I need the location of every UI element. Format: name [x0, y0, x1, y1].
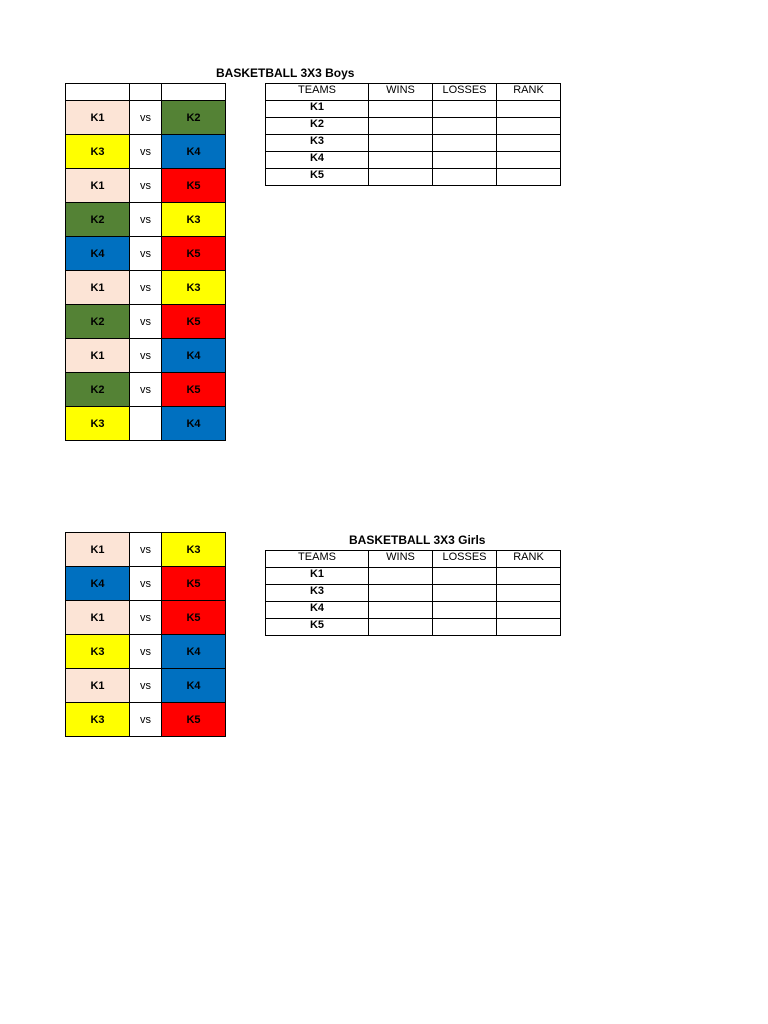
rank-cell: [497, 568, 561, 585]
home-team: K4: [66, 237, 130, 271]
away-team: K5: [162, 373, 226, 407]
away-team: K2: [162, 101, 226, 135]
boys-title: BASKETBALL 3X3 Boys: [216, 66, 355, 80]
away-team: K5: [162, 169, 226, 203]
home-team: K4: [66, 567, 130, 601]
wins-cell: [369, 152, 433, 169]
wins-cell: [369, 619, 433, 636]
losses-cell: [433, 619, 497, 636]
home-team: K1: [66, 533, 130, 567]
wins-cell: [369, 585, 433, 602]
girls-title: BASKETBALL 3X3 Girls: [349, 533, 486, 547]
teams-header: TEAMS: [266, 84, 369, 101]
match-row: [66, 373, 226, 407]
match-row: [66, 305, 226, 339]
home-team: K2: [66, 373, 130, 407]
vs-separator: vs: [130, 373, 162, 407]
home-team: K3: [66, 635, 130, 669]
team-name: K1: [266, 101, 369, 118]
home-team: K3: [66, 135, 130, 169]
home-team: K1: [66, 271, 130, 305]
home-team: K3: [66, 703, 130, 737]
wins-cell: [369, 602, 433, 619]
vs-separator: [130, 407, 162, 441]
home-team: K1: [66, 339, 130, 373]
schedule-header-row: [66, 84, 226, 101]
match-row: [66, 533, 226, 567]
vs-separator: vs: [130, 601, 162, 635]
losses-cell: [433, 568, 497, 585]
vs-separator: vs: [130, 703, 162, 737]
standings-header-row: [266, 84, 561, 101]
home-team: K2: [66, 305, 130, 339]
vs-separator: vs: [130, 135, 162, 169]
match-row: [66, 271, 226, 305]
away-team: K5: [162, 305, 226, 339]
team-name: K5: [266, 169, 369, 186]
wins-cell: [369, 118, 433, 135]
losses-cell: [433, 169, 497, 186]
match-row: [66, 601, 226, 635]
away-team: K4: [162, 669, 226, 703]
wins-cell: [369, 169, 433, 186]
wins-cell: [369, 101, 433, 118]
standings-row: [266, 169, 561, 186]
match-row: [66, 237, 226, 271]
vs-separator: vs: [130, 533, 162, 567]
away-team: K3: [162, 533, 226, 567]
vs-separator: vs: [130, 237, 162, 271]
team-name: K2: [266, 118, 369, 135]
home-team: K2: [66, 203, 130, 237]
team-name: K4: [266, 152, 369, 169]
girls-schedule: [65, 532, 226, 737]
vs-separator: vs: [130, 567, 162, 601]
match-row: [66, 669, 226, 703]
away-team: K4: [162, 339, 226, 373]
rank-header: RANK: [497, 551, 561, 568]
standings-row: [266, 568, 561, 585]
boys-standings: [265, 83, 561, 186]
losses-cell: [433, 152, 497, 169]
losses-cell: [433, 602, 497, 619]
vs-separator: vs: [130, 101, 162, 135]
rank-cell: [497, 101, 561, 118]
home-team: K1: [66, 101, 130, 135]
match-row: [66, 203, 226, 237]
rank-cell: [497, 602, 561, 619]
wins-cell: [369, 568, 433, 585]
away-team: K3: [162, 203, 226, 237]
match-row: [66, 567, 226, 601]
losses-header: LOSSES: [433, 84, 497, 101]
losses-cell: [433, 118, 497, 135]
match-row: [66, 135, 226, 169]
away-team: K5: [162, 237, 226, 271]
standings-header-row: [266, 551, 561, 568]
wins-cell: [369, 135, 433, 152]
standings-row: [266, 101, 561, 118]
vs-separator: vs: [130, 339, 162, 373]
losses-header: LOSSES: [433, 551, 497, 568]
match-row: [66, 169, 226, 203]
rank-cell: [497, 169, 561, 186]
boys-schedule: [65, 83, 226, 441]
losses-cell: [433, 101, 497, 118]
home-team: K1: [66, 601, 130, 635]
match-row: [66, 339, 226, 373]
vs-separator: vs: [130, 203, 162, 237]
rank-cell: [497, 135, 561, 152]
standings-row: [266, 602, 561, 619]
team-name: K3: [266, 135, 369, 152]
away-team: K5: [162, 567, 226, 601]
away-team: K4: [162, 135, 226, 169]
wins-header: WINS: [369, 551, 433, 568]
home-team: K1: [66, 169, 130, 203]
wins-header: WINS: [369, 84, 433, 101]
standings-row: [266, 152, 561, 169]
rank-cell: [497, 585, 561, 602]
away-team: K4: [162, 635, 226, 669]
standings-row: [266, 619, 561, 636]
match-row: [66, 101, 226, 135]
match-row: [66, 407, 226, 441]
home-team: K1: [66, 669, 130, 703]
rank-cell: [497, 619, 561, 636]
team-name: K1: [266, 568, 369, 585]
rank-cell: [497, 118, 561, 135]
losses-cell: [433, 135, 497, 152]
girls-standings: [265, 550, 561, 636]
rank-header: RANK: [497, 84, 561, 101]
standings-row: [266, 585, 561, 602]
away-team: K4: [162, 407, 226, 441]
away-team: K5: [162, 703, 226, 737]
teams-header: TEAMS: [266, 551, 369, 568]
vs-separator: vs: [130, 271, 162, 305]
team-name: K5: [266, 619, 369, 636]
team-name: K3: [266, 585, 369, 602]
standings-row: [266, 118, 561, 135]
vs-separator: vs: [130, 305, 162, 339]
team-name: K4: [266, 602, 369, 619]
home-team: K3: [66, 407, 130, 441]
away-team: K5: [162, 601, 226, 635]
standings-row: [266, 135, 561, 152]
away-team: K3: [162, 271, 226, 305]
vs-separator: vs: [130, 169, 162, 203]
match-row: [66, 635, 226, 669]
losses-cell: [433, 585, 497, 602]
match-row: [66, 703, 226, 737]
vs-separator: vs: [130, 635, 162, 669]
rank-cell: [497, 152, 561, 169]
vs-separator: vs: [130, 669, 162, 703]
